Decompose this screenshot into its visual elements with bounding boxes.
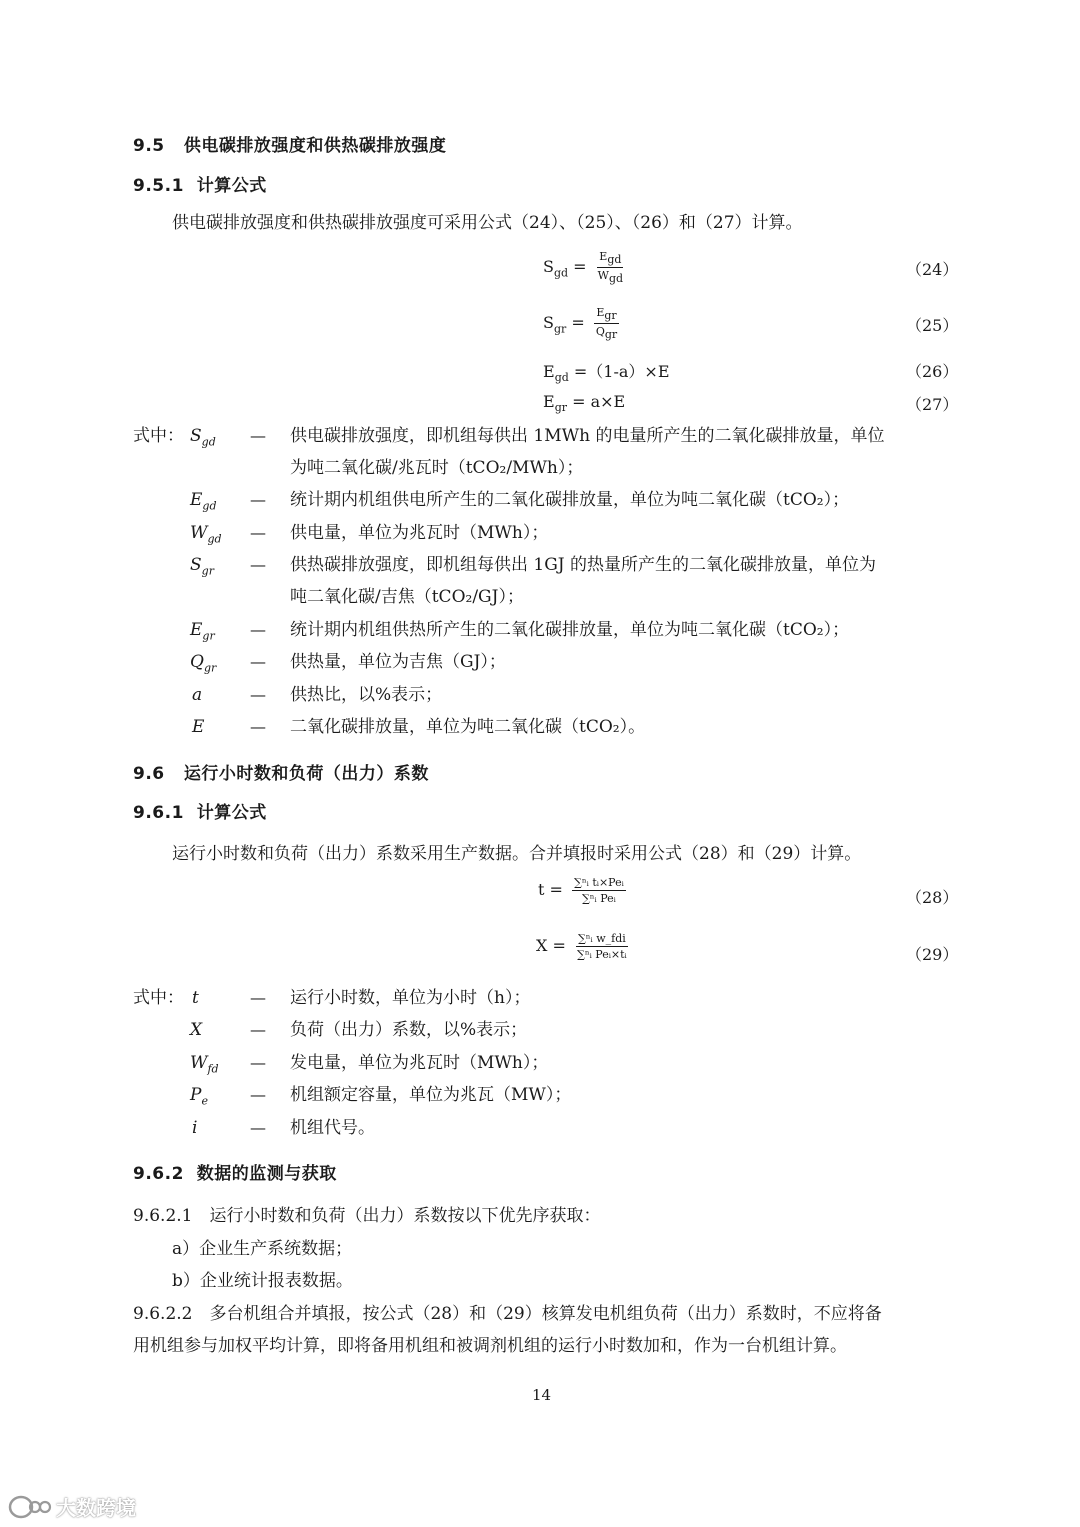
section-title: 供电碳排放强度和供热碳排放强度 xyxy=(183,136,447,156)
where-prefix: 式中： xyxy=(133,988,184,1008)
variable-symbol: $S_{gd}$ xyxy=(190,426,216,449)
section-heading-9-6 xyxy=(133,759,429,784)
equation-number: （24） xyxy=(906,260,959,279)
equation-29: X = $\frac{\text{∑ⁿᵢ w\_fdi}}{\text{∑ⁿᵢ Peᵢ×tᵢ}}$ xyxy=(536,932,627,961)
equation-28: t = $\frac{\text{∑ⁿᵢ tᵢ×Peᵢ}}{\text{∑ⁿᵢ Peᵢ}}$ xyxy=(538,876,624,905)
equation-27: $E_{gr} = a\times E$ xyxy=(543,392,626,415)
variable-definition: 供热量，单位为吉焦（GJ）； xyxy=(290,652,506,672)
variable-definition: 发电量，单位为兆瓦时（MWh）； xyxy=(290,1053,549,1073)
variable-definition: 运行小时数，单位为小时（h）； xyxy=(290,988,531,1008)
watermark-text: 大数跨境 xyxy=(56,1496,136,1520)
equation-25: $S_{gr}$ = $\frac{E_{gr}}{Q_{gr}}$ xyxy=(543,306,618,342)
section-title: 计算公式 xyxy=(196,803,267,823)
variable-symbol: $S_{gr}$ xyxy=(190,555,214,578)
variable-symbol: $P_e$ xyxy=(190,1085,208,1108)
variable-definition: 负荷（出力）系数，以%表示； xyxy=(290,1020,528,1040)
equation-number: （27） xyxy=(906,395,959,414)
dash: — xyxy=(250,426,266,445)
equation-26: $E_{gd} =(1-a)\times E$ xyxy=(543,362,670,385)
dash: — xyxy=(250,988,266,1007)
list-item-b: b）企业统计报表数据。 xyxy=(172,1271,353,1291)
dash: — xyxy=(250,1020,266,1039)
dash: — xyxy=(250,555,266,574)
variable-definition: 供热比，以%表示； xyxy=(290,685,443,705)
variable-symbol: $Q_{gr}$ xyxy=(190,652,217,675)
fraction: $\frac{E_{gr}}{Q_{gr}}$ xyxy=(595,306,618,342)
section-title: 计算公式 xyxy=(196,176,267,196)
section-number: 9.6.2 xyxy=(133,1164,184,1184)
section-heading-9-6-1 xyxy=(133,798,267,823)
clause-9-6-2-1: 9.6.2.1 运行小时数和负荷（出力）系数按以下优先序获取： xyxy=(133,1206,601,1226)
dash: — xyxy=(250,1053,266,1072)
dash: — xyxy=(250,717,266,736)
page-number: 14 xyxy=(532,1386,552,1404)
variable-definition: 统计期内机组供电所产生的二氧化碳排放量，单位为吨二氧化碳（tCO₂）； xyxy=(290,490,850,510)
dash: — xyxy=(250,620,266,639)
section-number: 9.6 xyxy=(133,764,165,784)
dash: — xyxy=(250,490,266,509)
dash: — xyxy=(250,523,266,542)
variable-definition: 机组代号。 xyxy=(290,1118,375,1138)
dash: — xyxy=(250,1118,266,1137)
clause-9-6-2-2: 9.6.2.2 多台机组合并填报，按公式（28）和（29）核算发电机组负荷（出力）系数时，不应将备 xyxy=(133,1304,882,1324)
equation-24: $S_{gd}$ = $\frac{E_{gd}}{W_{gd}}$ xyxy=(543,250,624,286)
dash: — xyxy=(250,685,266,704)
variable-symbol: i xyxy=(192,1118,198,1138)
variable-definition-cont: 吨二氧化碳/吉焦（tCO₂/GJ）； xyxy=(290,587,524,607)
variable-symbol: $W_{fd}$ xyxy=(190,1053,219,1076)
variable-definition: 供电碳排放强度，即机组每供出 1MWh 的电量所产生的二氧化碳排放量，单位 xyxy=(290,426,885,446)
variable-symbol: X xyxy=(190,1020,203,1040)
variable-symbol: t xyxy=(192,988,199,1008)
clause-9-6-2-2-cont: 用机组参与加权平均计算，即将备用机组和被调剂机组的运行小时数加和，作为一台机组计算。 xyxy=(133,1336,847,1356)
variable-symbol: $E_{gd}$ xyxy=(190,490,217,513)
section-heading-9-5 xyxy=(133,131,446,156)
section-number: 9.5 xyxy=(133,136,165,156)
section-number: 9.5.1 xyxy=(133,176,184,196)
variable-definition: 供热碳排放强度，即机组每供出 1GJ 的热量所产生的二氧化碳排放量，单位为 xyxy=(290,555,877,575)
equation-number: （29） xyxy=(906,945,959,964)
section-title: 数据的监测与获取 xyxy=(196,1164,337,1184)
variable-definition: 二氧化碳排放量，单位为吨二氧化碳（tCO₂）。 xyxy=(290,717,646,737)
fraction: $\frac{E_{gd}}{W_{gd}}$ xyxy=(597,250,624,286)
equation-number: （25） xyxy=(906,316,959,335)
variable-symbol: $W_{gd}$ xyxy=(190,523,222,546)
watermark-logo-icon xyxy=(8,1494,52,1520)
list-item-a: a）企业生产系统数据； xyxy=(172,1239,353,1259)
section-heading-9-5-1 xyxy=(133,171,267,196)
variable-definition: 供电量，单位为兆瓦时（MWh）； xyxy=(290,523,549,543)
paragraph-intro-1: 供电碳排放强度和供热碳排放强度可采用公式（24）、（25）、（26）和（27）计算。 xyxy=(172,213,803,233)
where-prefix: 式中： xyxy=(133,426,184,446)
watermark xyxy=(8,1492,136,1521)
fraction: $\frac{\text{∑ⁿᵢ w\_fdi}}{\text{∑ⁿᵢ Peᵢ×tᵢ}}$ xyxy=(576,932,627,961)
equation-number: （28） xyxy=(906,888,959,907)
variable-symbol: E xyxy=(192,717,205,737)
fraction: $\frac{\text{∑ⁿᵢ tᵢ×Peᵢ}}{\text{∑ⁿᵢ Peᵢ}}$ xyxy=(574,876,624,905)
section-title: 运行小时数和负荷（出力）系数 xyxy=(183,764,429,784)
variable-definition: 机组额定容量，单位为兆瓦（MW）； xyxy=(290,1085,572,1105)
section-heading-9-6-2 xyxy=(133,1159,337,1184)
equation-number: （26） xyxy=(906,362,959,381)
paragraph-intro-2: 运行小时数和负荷（出力）系数采用生产数据。合并填报时采用公式（28）和（29）计算。 xyxy=(172,844,862,864)
dash: — xyxy=(250,1085,266,1104)
section-number: 9.6.1 xyxy=(133,803,184,823)
variable-definition-cont: 为吨二氧化碳/兆瓦时（tCO₂/MWh）； xyxy=(290,458,584,478)
variable-definition: 统计期内机组供热所产生的二氧化碳排放量，单位为吨二氧化碳（tCO₂）； xyxy=(290,620,850,640)
variable-symbol: a xyxy=(192,685,203,705)
variable-symbol: $E_{gr}$ xyxy=(190,620,215,643)
dash: — xyxy=(250,652,266,671)
